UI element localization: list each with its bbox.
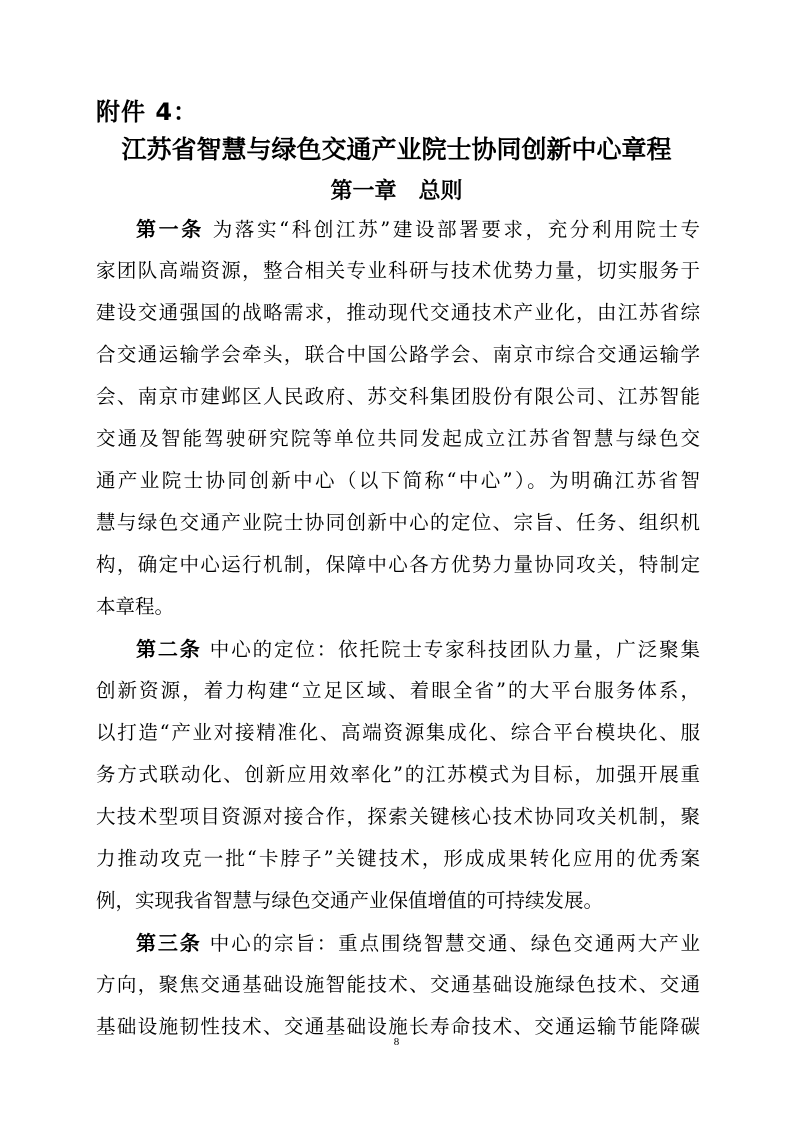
article-2-line-5: 大技术型项目资源对接合作，探索关键核心技术协同攻关机制，聚 <box>96 805 700 828</box>
article-1-line-7: 通产业院士协同创新中心（以下简称“中心”）。为明确江苏省智 <box>96 469 700 492</box>
article-2-line-7: 例，实现我省智慧与绿色交通产业保值增值的可持续发展。 <box>96 889 604 912</box>
document-title: 江苏省智慧与绿色交通产业院士协同创新中心章程 <box>121 135 672 164</box>
article-1-line-4: 合交通运输学会牵头，联合中国公路学会、南京市综合交通运输学 <box>96 343 700 366</box>
article-1-line-3: 建设交通强国的战略需求，推动现代交通技术产业化，由江苏省综 <box>96 301 700 324</box>
article-2-line-6: 力推动攻克一批“卡脖子”关键技术，形成成果转化应用的优秀案 <box>96 847 700 870</box>
article-1-line-6: 交通及智能驾驶研究院等单位共同发起成立江苏省智慧与绿色交 <box>96 427 700 450</box>
article-3-label: 第三条 <box>136 931 202 955</box>
page-number: 8 <box>393 1036 400 1048</box>
article-2-line-3: 以打造“产业对接精准化、高端资源集成化、综合平台模块化、服 <box>96 721 700 744</box>
article-1-line-2: 家团队高端资源，整合相关专业科研与技术优势力量，切实服务于 <box>96 259 700 282</box>
article-1-line-10: 本章程。 <box>96 595 175 618</box>
article-1-line-1: 第一条 为落实“科创江苏”建设部署要求，充分利用院士专 <box>136 217 700 241</box>
article-3-line-2: 方向，聚焦交通基础设施智能技术、交通基础设施绿色技术、交通 <box>96 973 700 996</box>
article-1-line-8: 慧与绿色交通产业院士协同创新中心的定位、宗旨、任务、组织机 <box>96 511 700 534</box>
article-1-label: 第一条 <box>136 217 204 241</box>
article-3-line-3: 基础设施韧性技术、交通基础设施长寿命技术、交通运输节能降碳 <box>96 1015 700 1038</box>
article-2-line-4: 务方式联动化、创新应用效率化”的江苏模式为目标，加强开展重 <box>96 763 700 786</box>
article-2-line-1: 第二条 中心的定位：依托院士专家科技团队力量，广泛聚集 <box>136 637 700 661</box>
article-2-line-2: 创新资源，着力构建“立足区域、着眼全省”的大平台服务体系， <box>96 679 700 702</box>
article-1-line-5: 会、南京市建邺区人民政府、苏交科集团股份有限公司、江苏智能 <box>96 385 700 408</box>
article-1-line-9: 构，确定中心运行机制，保障中心各方优势力量协同攻关，特制定 <box>96 553 700 576</box>
chapter-heading: 第一章 总则 <box>330 179 463 204</box>
article-3-line-1: 第三条 中心的宗旨：重点围绕智慧交通、绿色交通两大产业 <box>136 931 700 955</box>
article-2-label: 第二条 <box>136 637 202 661</box>
annex-label: 附件 4： <box>96 98 199 126</box>
